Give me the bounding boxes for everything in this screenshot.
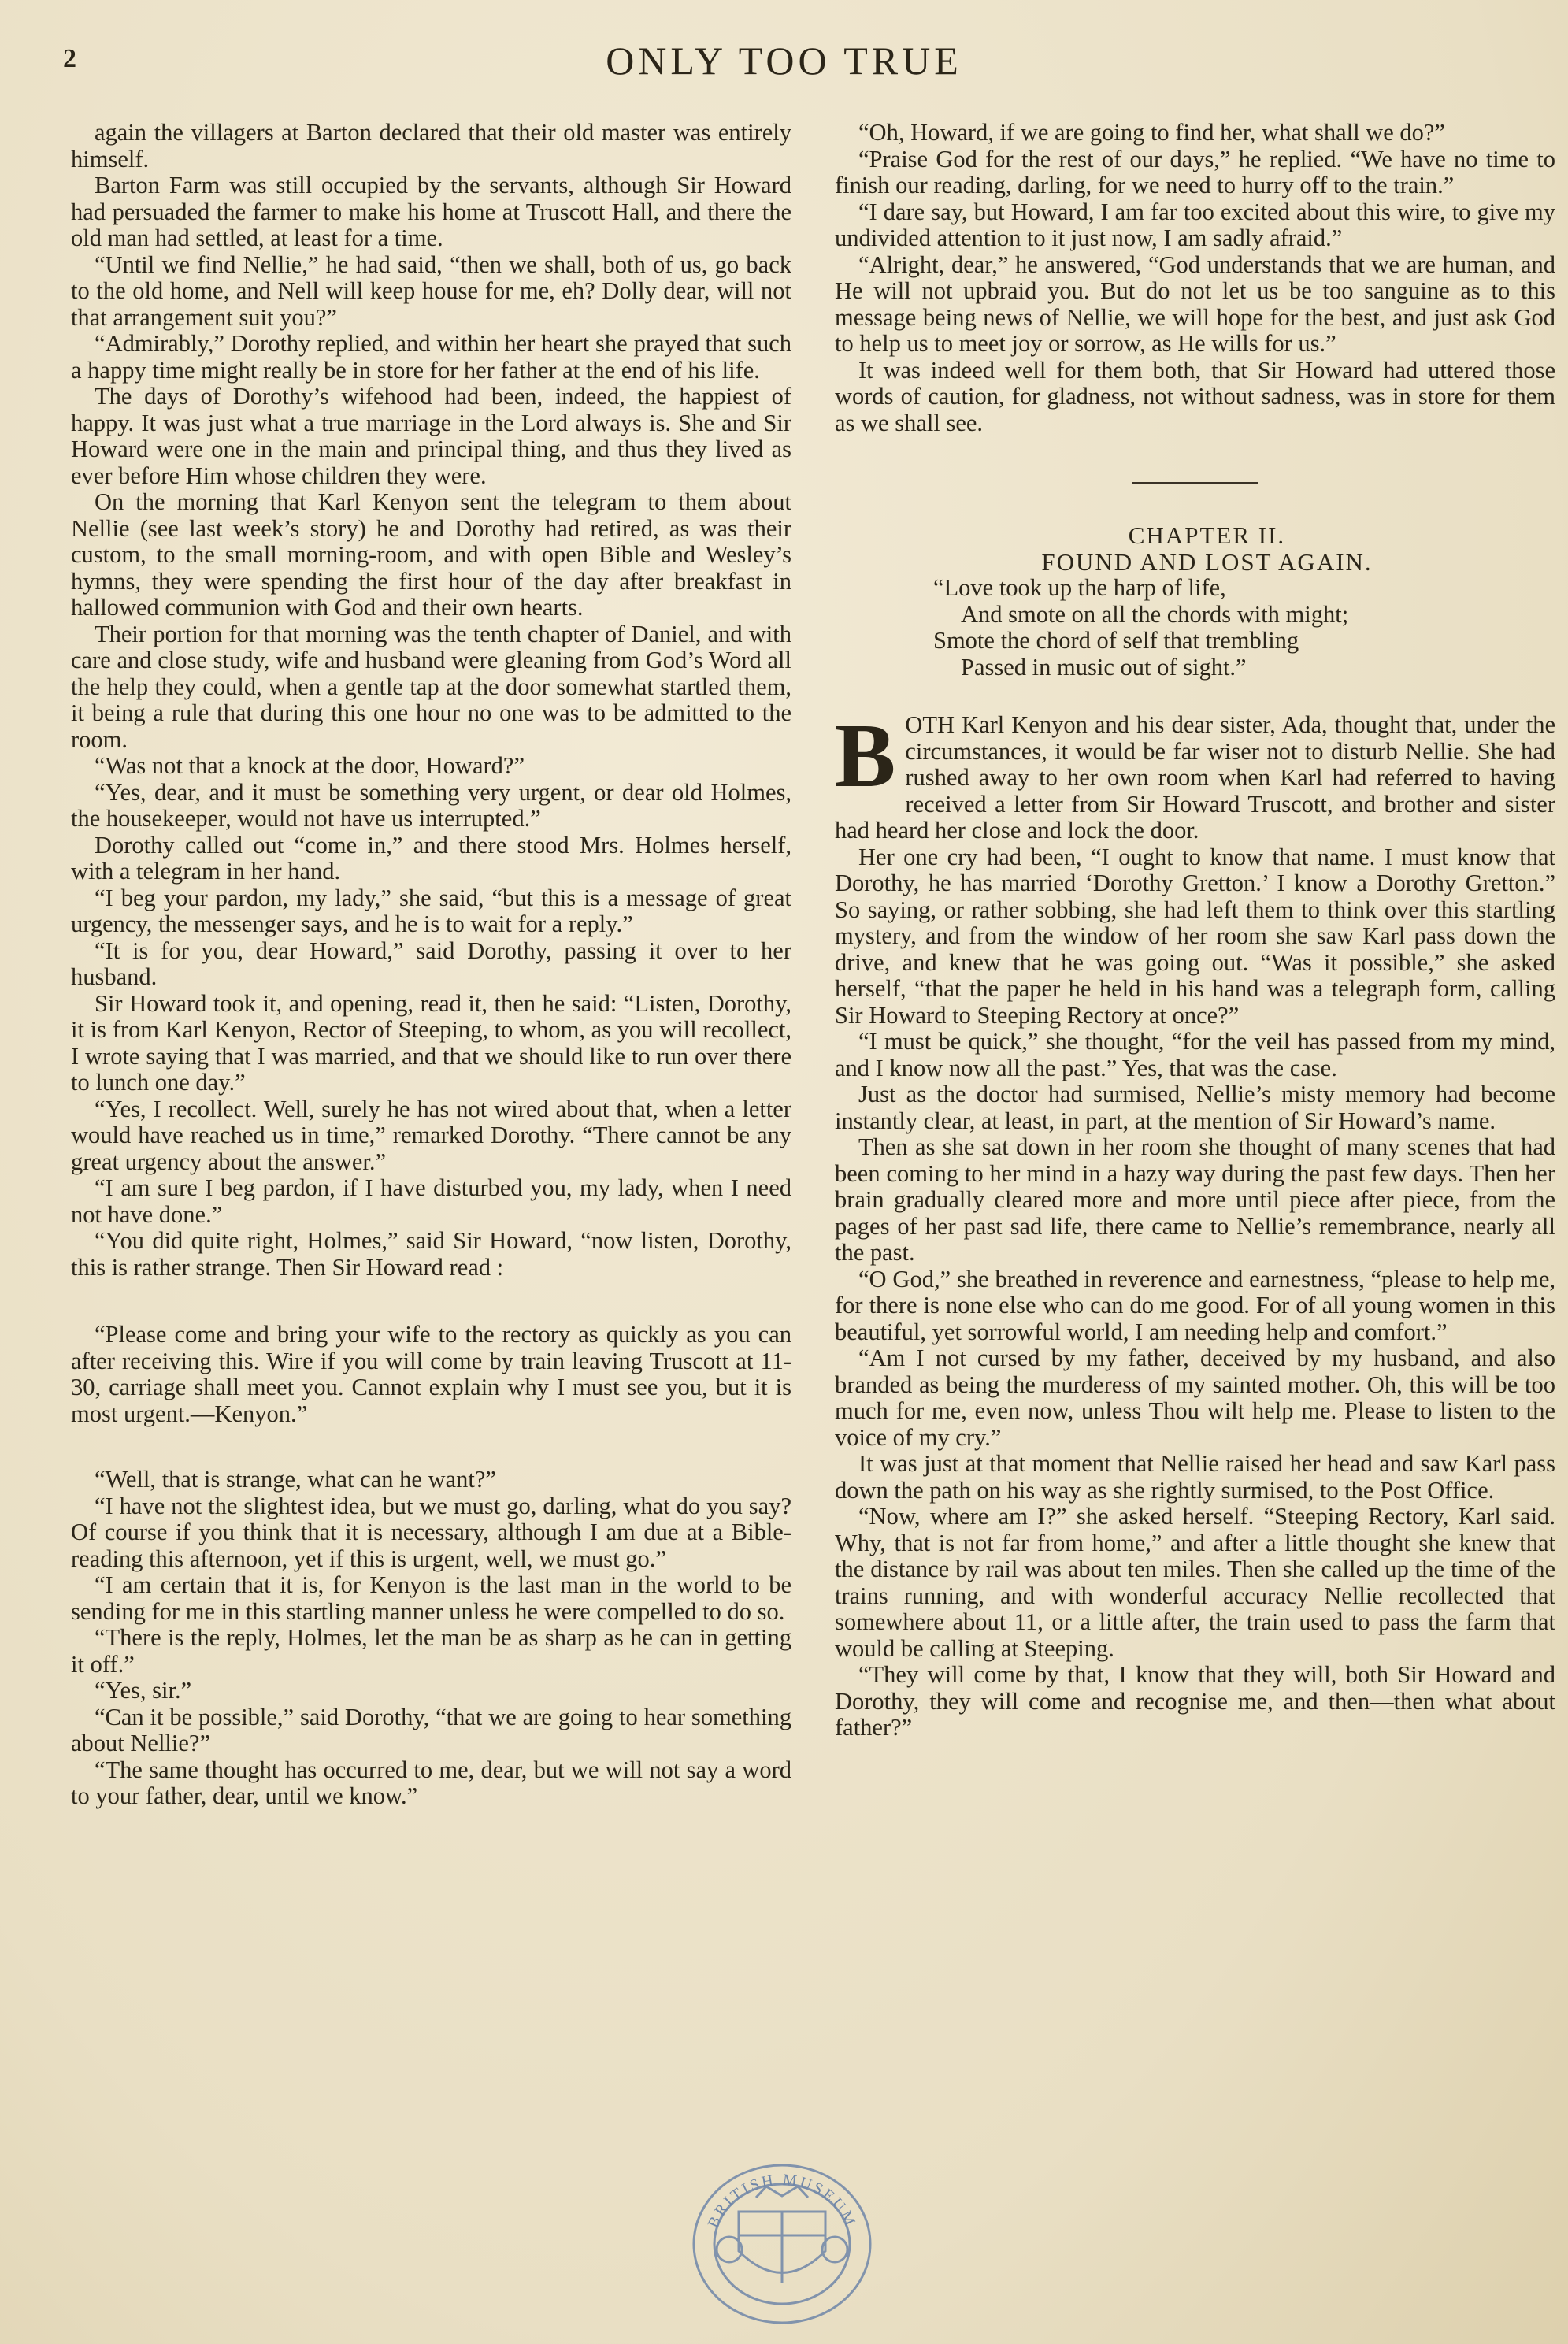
paragraph: The days of Dorothy’s wifehood had been, indeed, the happiest of happy. It was just what a true marriage in the Lord always is. She and Sir Howard were one in the main and principal thing, and thus they lived as ever before Him whose children they were.: [71, 383, 791, 489]
stamp-label: BRITISH MUSEUM: [704, 2171, 860, 2231]
chapter-paragraphs: [835, 844, 1555, 1741]
chapter-title: FOUND AND LOST AGAIN.: [1041, 547, 1373, 576]
drop-cap: B: [835, 706, 896, 807]
left-paragraphs-after: [71, 1467, 791, 1810]
section-rule: [1132, 482, 1258, 484]
paragraph: Their portion for that morning was the tenth chapter of Daniel, and with care and close study, wife and husband were gleaning from God’s Word all the help they could, when a gentle tap at the door somewhat startled them, it being a rule that during this one hour no one was to be admitted to the room.: [71, 620, 791, 753]
verse-line: “Love took up the harp of life,: [933, 574, 1226, 601]
paragraph: Her one cry had been, “I ought to know that name. I must know that Dorothy, he has married ‘Dorothy Gretton.’ I know a Dorothy Gretton.” So saying, or rather sobbing, she had left them to think over this startling mystery, and from the window of her room she saw Karl pass down the drive, and knew that he was going out. “Was it possible,” she asked herself, “that the paper he held in his hand was a telegraph form, calling Sir Howard to Steeping Rectory at once?”: [835, 843, 1555, 1029]
left-paragraphs: [71, 120, 791, 1281]
page-number: 2: [63, 44, 76, 73]
verse-line: Smote the chord of self that trembling: [933, 627, 1299, 654]
verse-line: And smote on all the chords with might;: [961, 600, 1349, 628]
paragraph: “I am sure I beg pardon, if I have disturbed you, my lady, when I need not have done.”: [71, 1174, 791, 1228]
paragraph: “Was not that a knock at the door, Howard?”: [95, 752, 525, 779]
paragraph: Sir Howard took it, and opening, read it, then he said: “Listen, Dorothy, it is from Karl Kenyon, Rector of Steeping, to whom, as you will recollect, I wrote saying that I was married, and that we should like to run over there to lunch one day.”: [71, 989, 791, 1096]
paragraph: “They will come by that, I know that they will, both Sir Howard and Dorothy, they will come and recognise me, and then—then what about father?”: [835, 1661, 1555, 1741]
chapter-number: CHAPTER II.: [1128, 521, 1286, 549]
museum-stamp-icon: [684, 2157, 880, 2331]
right-column: [835, 120, 1555, 1741]
paragraph: On the morning that Karl Kenyon sent the telegram to them about Nellie (see last week’s story) he and Dorothy had retired, as was their custom, to the small morning-room, and with open Bible and Wesley’s hymns, they were spending the first hour of the day after breakfast in hallowed communion with God and their own hearts.: [71, 488, 791, 621]
first-paragraph-text: OTH Karl Kenyon and his dear sister, Ada, thought that, under the circumstances, it would be far wiser not to disturb Nellie. She had rushed away to her own room when Karl had referred to having received a letter from Sir Howard Truscott, and brother and sister had heard her close and lock the door.: [835, 711, 1555, 844]
paragraph: “You did quite right, Holmes,” said Sir Howard, “now listen, Dorothy, this is rather strange. Then Sir Howard read :: [71, 1227, 791, 1281]
paragraph: “Oh, Howard, if we are going to find her, what shall we do?”: [858, 119, 1445, 146]
paragraph: “I must be quick,” she thought, “for the veil has passed from my mind, and I know now all the past.” Yes, that was the case.: [835, 1028, 1555, 1081]
running-title: ONLY TOO TRUE: [606, 39, 962, 83]
paragraph: “I dare say, but Howard, I am far too excited about this wire, to give my undivided attention to it just now, I am sadly afraid.”: [835, 198, 1555, 251]
paragraph: Barton Farm was still occupied by the servants, although Sir Howard had persuaded the farmer to make his home at Truscott Hall, and there the old man had settled, at least for a time.: [71, 172, 791, 251]
paragraph: again the villagers at Barton declared that their old master was entirely himself.: [71, 119, 791, 172]
paragraph: “Admirably,” Dorothy replied, and within her heart she prayed that such a happy time might really be in store for her father at the end of his life.: [71, 330, 791, 384]
paragraph: “There is the reply, Holmes, let the man be as sharp as he can in getting it off.”: [71, 1624, 791, 1678]
telegram-quote: [71, 1322, 791, 1427]
paragraph: “Yes, I recollect. Well, surely he has not wired about that, when a letter would have reached us in time,” remarked Dorothy. “There cannot be any great urgency about the answer.”: [71, 1095, 791, 1175]
paragraph: “I am certain that it is, for Kenyon is the last man in the world to be sending for me in this startling manner unless he were compelled to do so.: [71, 1571, 791, 1625]
paragraph: “Alright, dear,” he answered, “God understands that we are human, and He will not upbraid you. But do not let us be too sanguine as to this message being news of Nellie, we will hope for the best, and just ask God to help us to meet joy or sorrow, as He wills for us.”: [835, 250, 1555, 357]
paragraph: It was just at that moment that Nellie raised her head and saw Karl pass down the path on his way as she rightly surmised, to the Post Office.: [835, 1450, 1555, 1504]
paragraph: Dorothy called out “come in,” and there stood Mrs. Holmes herself, with a telegram in her hand.: [71, 831, 791, 885]
paragraph: Just as the doctor had surmised, Nellie’s misty memory had become instantly clear, at least, in part, at the mention of Sir Howard’s name.: [835, 1081, 1555, 1134]
paragraph: “Can it be possible,” said Dorothy, “that we are going to hear something about Nellie?”: [71, 1703, 791, 1756]
paragraph: It was indeed well for them both, that Sir Howard had uttered those words of caution, for gladness, not without sadness, was in store for them as we shall see.: [835, 356, 1555, 436]
paragraph: “I beg your pardon, my lady,” she said, “but this is a message of great urgency, the messenger says, and he is to wait for a reply.”: [71, 884, 791, 937]
right-paragraphs: [835, 120, 1555, 436]
paragraph: “I have not the slightest idea, but we must go, darling, what do you say? Of course if you think that it is necessary, although I am due at a Bible-reading this afternoon, yet if this is urgent, well, we must go.”: [71, 1492, 791, 1572]
paragraph: “It is for you, dear Howard,” said Dorothy, passing it over to her husband.: [71, 936, 791, 990]
epigraph-verse: [835, 575, 1555, 681]
paragraph: “Well, that is strange, what can he want?”: [95, 1466, 496, 1493]
paragraph: “The same thought has occurred to me, dear, but we will not say a word to your father, dear, until we know.”: [71, 1756, 791, 1809]
left-column: [71, 120, 791, 1810]
paragraph: “Am I not cursed by my father, deceived by my husband, and also branded as being the murderess of my sainted mother. Oh, this will be too much for me, even now, unless Thou wilt help me. Please to listen to the voice of my cry.”: [835, 1344, 1555, 1451]
verse-line: Passed in music out of sight.”: [961, 653, 1247, 681]
page-header: [63, 32, 1505, 87]
paragraph: “Yes, dear, and it must be something very urgent, or dear old Holmes, the housekeeper, would not have us interrupted.”: [71, 778, 791, 832]
paragraph: Then as she sat down in her room she thought of many scenes that had been coming to her mind in a hazy way during the past few days. Then her brain gradually cleared more and more until piece after piece, from the pages of her past sad life, there came to Nellie’s remembrance, nearly all the past.: [835, 1133, 1555, 1266]
paragraph: “Yes, sir.”: [95, 1677, 192, 1704]
telegram-text: “Please come and bring your wife to the rectory as quickly as you can after receiving this. Wire if you will come by train leaving Truscott at 11-30, carriage shall meet you. Cannot explain why I must see you, but it is most urgent.—Kenyon.”: [71, 1321, 791, 1427]
paragraph: “Until we find Nellie,” he had said, “then we shall, both of us, go back to the old home, and Nell will keep house for me, eh? Dolly dear, will not that arrangement suit you?”: [71, 250, 791, 331]
chapter-first-paragraph: [835, 706, 1555, 844]
paragraph: “Praise God for the rest of our days,” he replied. “We have no time to finish our reading, darling, for we need to hurry off to the train.”: [835, 145, 1555, 198]
paragraph: “O God,” she breathed in reverence and earnestness, “please to help me, for there is none else who can do me good. For of all young women in this beautiful, yet sorrowful world, I am needing help and comfort.”: [835, 1265, 1555, 1345]
paragraph: “Now, where am I?” she asked herself. “Steeping Rectory, Karl said. Why, that is not far from home,” and after a little thought she knew that the distance by rail was about ten miles. Then she called up the time of the trains running, and with wonderful accuracy Nellie recollected that somewhere about 11, or a little after, the train used to pass the farm that would be calling at Steeping.: [835, 1503, 1555, 1662]
